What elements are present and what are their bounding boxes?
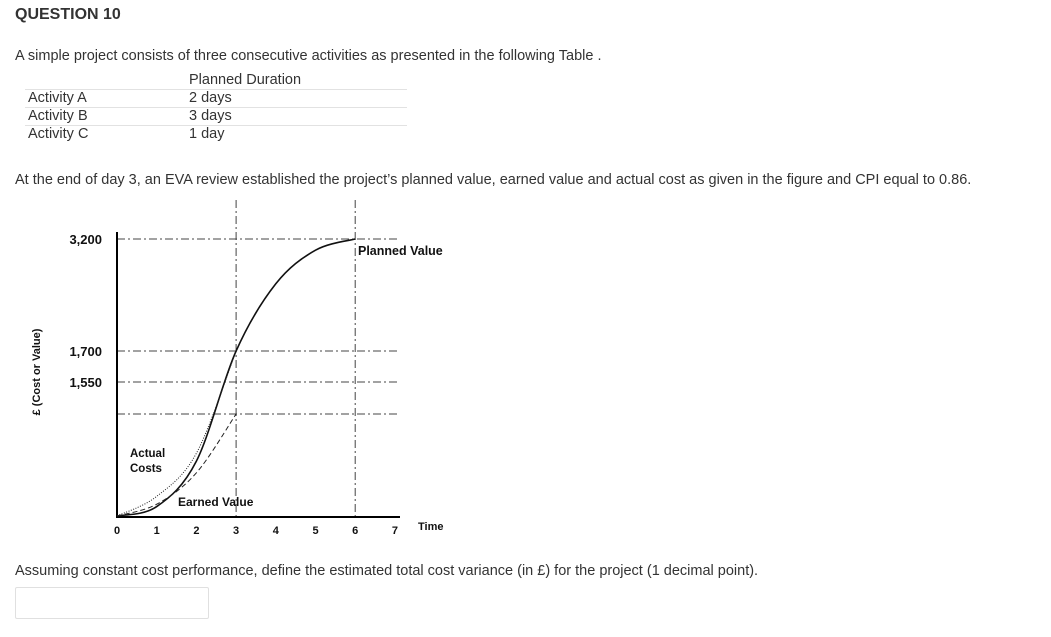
chart-labels	[31, 232, 443, 537]
activity-duration: 3 days	[186, 108, 407, 126]
annotation-line: Costs	[130, 463, 162, 475]
actual-costs-annotation	[130, 448, 165, 475]
eva-chart	[0, 192, 480, 547]
activity-duration: 2 days	[186, 90, 407, 108]
activity-name: Activity B	[25, 108, 186, 126]
y-tick-label: 1,550	[69, 375, 102, 390]
x-tick-label: 7	[391, 525, 398, 537]
x-tick-label: 4	[272, 525, 279, 537]
table-row	[25, 108, 407, 126]
y-axis-label: £ (Cost or Value)	[31, 328, 43, 416]
y-tick-label: 1,700	[69, 344, 102, 359]
table-header-empty	[25, 72, 186, 90]
answer-input[interactable]	[15, 587, 209, 619]
x-tick-label: 1	[153, 525, 160, 537]
earned-value-annotation: Earned Value	[178, 495, 254, 509]
x-tick-label: 0	[113, 525, 121, 537]
table-header-row	[25, 72, 407, 90]
x-axis-label: Time	[418, 521, 444, 533]
table-row	[25, 126, 407, 144]
assumption-text: Assuming constant cost performance, define the estimated total cost variance (in £) for the project (1 decimal point).	[15, 563, 759, 579]
y-tick-label: 3,200	[69, 232, 102, 247]
planned-value-annotation: Planned Value	[358, 244, 443, 258]
x-tick-label: 2	[193, 525, 200, 537]
table-row	[25, 90, 407, 108]
x-tick-label: 6	[352, 525, 359, 537]
activity-duration: 1 day	[186, 126, 407, 144]
table-header-duration: Planned Duration	[189, 72, 302, 88]
x-tick-label: 3	[233, 525, 240, 537]
chart-axes	[117, 232, 400, 518]
annotation-line: Actual	[130, 448, 166, 460]
activity-name: Activity A	[25, 90, 186, 108]
x-tick-label: 5	[312, 525, 319, 537]
eva-text: At the end of day 3, an EVA review established the project’s planned value, earned value and actual cost as given in the figure and CPI equal to 0.86.	[15, 172, 972, 188]
question-title: QUESTION 10	[15, 6, 121, 23]
activity-name: Activity C	[25, 126, 186, 144]
intro-text: A simple project consists of three consecutive activities as presented in the following Table .	[15, 48, 602, 64]
activity-table	[25, 72, 407, 143]
